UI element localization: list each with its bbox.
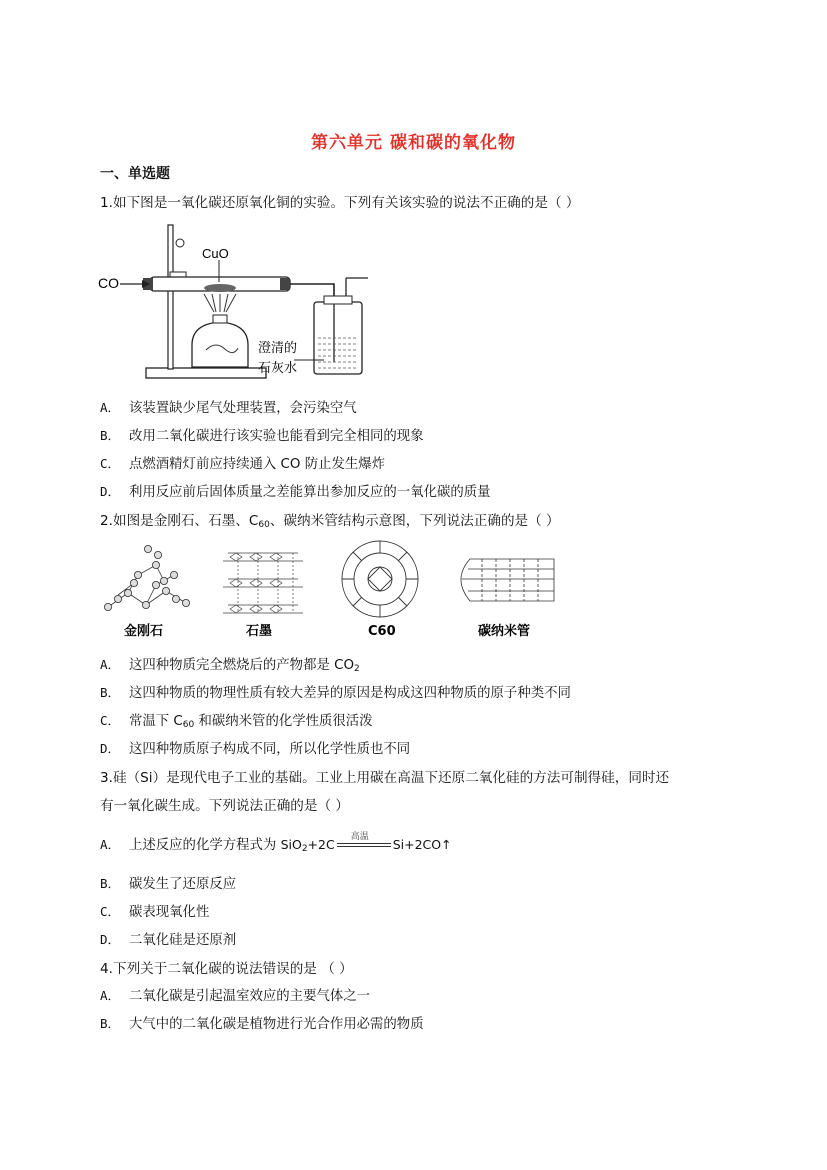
limewater-label-line2: 石灰水	[258, 361, 298, 376]
q2-option-b: B． 这四种物质的物理性质有较大差异的原因是构成这四种物质的原子种类不同	[100, 685, 571, 701]
nanotube-label: 碳纳米管	[478, 624, 531, 639]
c60-label: C60	[368, 624, 396, 639]
q4-option-b: B． 大气中的二氧化碳是植物进行光合作用必需的物质	[100, 1016, 424, 1032]
c60-structure-icon	[342, 541, 418, 617]
q3-option-c: C． 碳表现氧化性	[100, 904, 210, 920]
diamond-structure-icon	[104, 545, 189, 610]
question-2-stem: 2.如图是金刚石、石墨、$C_{60}$、碳纳米管结构示意图，下列说法正确的是（ ）	[100, 513, 560, 530]
section-heading: 一、单选题	[100, 166, 170, 182]
q3-option-a: A． 上述反应的化学方程式为 SiO$_2$+2C 高温 Si+2CO↑	[100, 832, 452, 854]
carbon-allotropes-figure	[98, 535, 558, 645]
question-3-stem-line1: 3.硅（Si）是现代电子工业的基础。工业上用碳在高温下还原二氧化硅的方法可制得硅，同时还	[100, 770, 670, 786]
q1-option-a: A． 该装置缺少尾气处理装置，会污染空气	[100, 400, 357, 416]
question-3-stem-line2: 有一氧化碳生成。下列说法正确的是（ ）	[100, 798, 350, 814]
q2-option-a: A． 这四种物质完全燃烧后的产物都是 $CO_2$	[100, 657, 360, 674]
question-1-stem: 1.如下图是一氧化碳还原氧化铜的实验。下列有关该实验的说法不正确的是（ ）	[100, 195, 580, 211]
q3-option-b: B． 碳发生了还原反应	[100, 876, 237, 892]
question-4-stem: 4.下列关于二氧化碳的说法错误的是 （ ）	[100, 961, 353, 977]
q1-option-b: B． 改用二氧化碳进行该实验也能看到完全相同的现象	[100, 428, 424, 444]
page-title: 第六单元 碳和碳的氧化物	[311, 133, 516, 153]
q4-option-a: A． 二氧化碳是引起温室效应的主要气体之一	[100, 988, 371, 1004]
q1-option-c: C． 点燃酒精灯前应持续通入 CO 防止发生爆炸	[100, 456, 386, 472]
graphite-label: 石墨	[246, 624, 273, 639]
co-label: CO	[98, 275, 119, 291]
q3-option-d: D． 二氧化硅是还原剂	[100, 932, 237, 948]
diamond-label: 金刚石	[124, 624, 164, 639]
limewater-label-line1: 澄清的	[258, 341, 298, 356]
graphite-structure-icon	[223, 553, 303, 613]
cuo-label: CuO	[202, 246, 229, 261]
q2-option-c: C． 常温下 $C_{60}$ 和碳纳米管的化学性质很活泼	[100, 713, 373, 730]
q1-option-d: D． 利用反应前后固体质量之差能算出参加反应的一氧化碳的质量	[100, 484, 491, 500]
reaction-condition-arrow: 高温	[335, 838, 393, 852]
co-reduction-apparatus-figure	[98, 220, 368, 385]
nanotube-structure-icon	[461, 559, 554, 601]
q2-option-d: D． 这四种物质原子构成不同，所以化学性质也不同	[100, 741, 411, 757]
